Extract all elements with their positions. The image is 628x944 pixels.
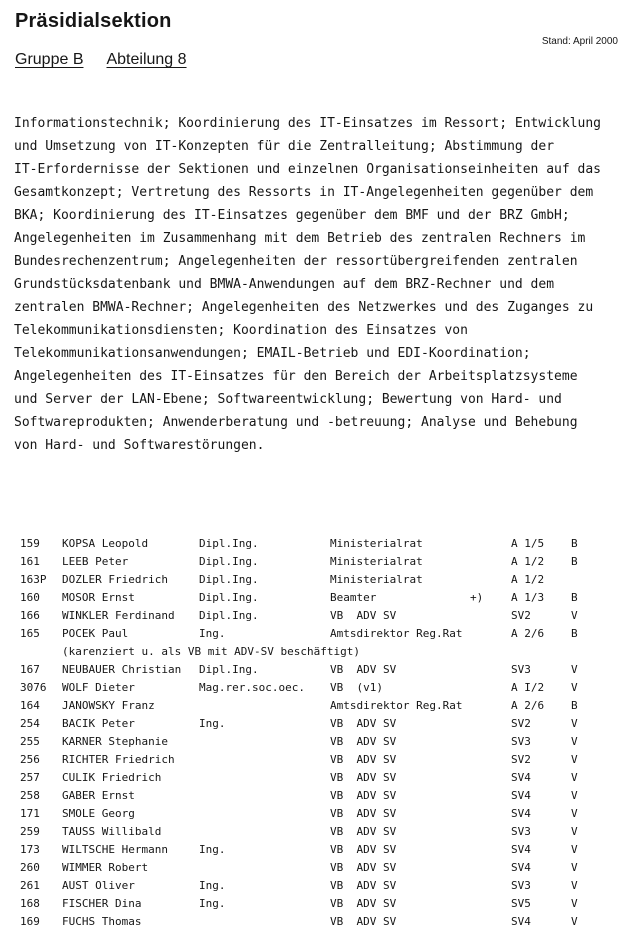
cell-category: B xyxy=(571,699,578,712)
cell-name: FISCHER Dina xyxy=(62,897,142,910)
cell-position: VB (v1) xyxy=(330,681,383,694)
cell-id: 255 xyxy=(20,735,40,748)
cell-position: VB ADV SV xyxy=(330,915,397,928)
cell-grade: SV5 xyxy=(511,897,531,910)
cell-name: POCEK Paul xyxy=(62,627,129,640)
cell-category: B xyxy=(571,537,578,550)
table-row xyxy=(0,787,628,805)
cell-name: NEUBAUER Christian xyxy=(62,663,182,676)
table-row xyxy=(0,877,628,895)
table-row xyxy=(0,715,628,733)
cell-title: Dipl.Ing. xyxy=(199,609,259,622)
paragraph-line: Grundstücksdatenbank und BMWA-Anwendungen auf dem BRZ-Rechner und dem xyxy=(14,277,555,292)
table-row xyxy=(0,697,628,715)
cell-position: VB ADV SV xyxy=(330,825,397,838)
cell-id: 166 xyxy=(20,609,40,622)
table-row xyxy=(0,571,628,589)
cell-note-text: (karenziert u. als VB mit ADV-SV beschäftigt) xyxy=(62,645,361,658)
cell-category: V xyxy=(571,771,578,784)
cell-id: 173 xyxy=(20,843,40,856)
paragraph-line: und Server der LAN-Ebene; Softwareentwicklung; Bewertung von Hard- und xyxy=(14,392,562,407)
cell-id: 171 xyxy=(20,807,40,820)
paragraph-line: Softwareprodukten; Anwenderberatung und -betreuung; Analyse und Behebung xyxy=(14,415,578,430)
cell-name: BACIK Peter xyxy=(62,717,135,730)
table-row xyxy=(0,553,628,571)
cell-category: V xyxy=(571,753,578,766)
cell-grade: SV2 xyxy=(511,717,531,730)
cell-position: VB ADV SV xyxy=(330,771,397,784)
cell-id: 259 xyxy=(20,825,40,838)
table-row xyxy=(0,607,628,625)
cell-grade: A 2/6 xyxy=(511,699,545,712)
cell-position: Amtsdirektor Reg.Rat xyxy=(330,699,463,712)
table-note-row xyxy=(0,643,628,661)
table-row xyxy=(0,769,628,787)
cell-note: +) xyxy=(470,591,484,604)
cell-title: Dipl.Ing. xyxy=(199,573,259,586)
cell-title: Ing. xyxy=(199,843,226,856)
cell-title: Ing. xyxy=(199,897,226,910)
paragraph-line: IT-Erfordernisse der Sektionen und einzelnen Organisationseinheiten auf das xyxy=(14,162,601,177)
paragraph-line: Angelegenheiten des IT-Einsatzes für den Bereich der Arbeitsplatzsysteme xyxy=(14,369,578,384)
cell-id: 261 xyxy=(20,879,40,892)
cell-id: 168 xyxy=(20,897,40,910)
table-row xyxy=(0,913,628,931)
cell-name: MOSOR Ernst xyxy=(62,591,135,604)
cell-grade: SV3 xyxy=(511,825,531,838)
cell-position: VB ADV SV xyxy=(330,609,397,622)
cell-grade: SV3 xyxy=(511,735,531,748)
cell-id: 160 xyxy=(20,591,40,604)
table-row xyxy=(0,733,628,751)
cell-name: WOLF Dieter xyxy=(62,681,135,694)
cell-position: VB ADV SV xyxy=(330,663,397,676)
cell-name: TAUSS Willibald xyxy=(62,825,162,838)
cell-title: Dipl.Ing. xyxy=(199,663,259,676)
cell-grade: A 2/6 xyxy=(511,627,545,640)
cell-category: V xyxy=(571,861,578,874)
cell-position: Amtsdirektor Reg.Rat xyxy=(330,627,463,640)
table-row xyxy=(0,751,628,769)
cell-grade: SV4 xyxy=(511,771,531,784)
cell-category: V xyxy=(571,843,578,856)
cell-title: Dipl.Ing. xyxy=(199,591,259,604)
paragraph-line: Angelegenheiten im Zusammenhang mit dem Betrieb des zentralen Rechners im xyxy=(14,231,586,246)
cell-grade: SV2 xyxy=(511,609,531,622)
cell-name: CULIK Friedrich xyxy=(62,771,162,784)
table-row xyxy=(0,895,628,913)
cell-name: WIMMER Robert xyxy=(62,861,149,874)
cell-id: 254 xyxy=(20,717,40,730)
cell-position: VB ADV SV xyxy=(330,717,397,730)
paragraph-line: Telekommunikationsanwendungen; EMAIL-Betrieb und EDI-Koordination; xyxy=(14,346,531,361)
cell-category: V xyxy=(571,897,578,910)
personnel-table xyxy=(0,535,628,931)
cell-position: Beamter xyxy=(330,591,377,604)
cell-name: LEEB Peter xyxy=(62,555,129,568)
cell-grade: A I/2 xyxy=(511,681,545,694)
cell-name: KARNER Stephanie xyxy=(62,735,168,748)
cell-category: V xyxy=(571,681,578,694)
cell-position: VB ADV SV xyxy=(330,897,397,910)
cell-grade: SV4 xyxy=(511,807,531,820)
paragraph-line: Informationstechnik; Koordinierung des IT-Einsatzes im Ressort; Entwicklung xyxy=(14,116,601,131)
table-row xyxy=(0,589,628,607)
paragraph-line: Gesamtkonzept; Vertretung des Ressorts in IT-Angelegenheiten gegenüber dem xyxy=(14,185,594,200)
cell-category: V xyxy=(571,879,578,892)
date-stamp: Stand: April 2000 xyxy=(541,36,618,47)
cell-id: 161 xyxy=(20,555,40,568)
cell-title: Mag.rer.soc.oec. xyxy=(199,681,305,694)
cell-position: VB ADV SV xyxy=(330,879,397,892)
cell-title: Dipl.Ing. xyxy=(199,555,259,568)
cell-name: GABER Ernst xyxy=(62,789,135,802)
cell-grade: SV4 xyxy=(511,843,531,856)
cell-position: Ministerialrat xyxy=(330,573,423,586)
table-row xyxy=(0,661,628,679)
cell-id: 164 xyxy=(20,699,40,712)
table-row xyxy=(0,823,628,841)
cell-grade: SV4 xyxy=(511,861,531,874)
cell-name: AUST Oliver xyxy=(62,879,135,892)
cell-category: V xyxy=(571,609,578,622)
cell-category: V xyxy=(571,735,578,748)
cell-position: VB ADV SV xyxy=(330,843,397,856)
cell-title: Ing. xyxy=(199,627,226,640)
cell-id: 260 xyxy=(20,861,40,874)
cell-grade: SV3 xyxy=(511,663,531,676)
cell-name: SMOLE Georg xyxy=(62,807,135,820)
table-row xyxy=(0,679,628,697)
cell-id: 167 xyxy=(20,663,40,676)
cell-name: KOPSA Leopold xyxy=(62,537,149,550)
cell-name: DOZLER Friedrich xyxy=(62,573,168,586)
cell-name: WINKLER Ferdinand xyxy=(62,609,175,622)
cell-name: JANOWSKY Franz xyxy=(62,699,155,712)
cell-position: VB ADV SV xyxy=(330,861,397,874)
page-title: Präsidialsektion xyxy=(15,10,172,32)
cell-position: VB ADV SV xyxy=(330,753,397,766)
cell-category: V xyxy=(571,825,578,838)
paragraph-line: und Umsetzung von IT-Konzepten für die Zentralleitung; Abstimmung der xyxy=(14,139,555,154)
cell-id: 163P xyxy=(20,573,47,586)
cell-name: WILTSCHE Hermann xyxy=(62,843,168,856)
paragraph-line: zentralen BMWA-Rechner; Angelegenheiten des Netzwerkes und des Zuganges zu xyxy=(14,300,594,315)
paragraph-line: Bundesrechenzentrum; Angelegenheiten der ressortübergreifenden zentralen xyxy=(14,254,578,269)
cell-title: Ing. xyxy=(199,717,226,730)
cell-grade: A 1/3 xyxy=(511,591,545,604)
paragraph-line: BKA; Koordinierung des IT-Einsatzes gegenüber dem BMF und der BRZ GmbH; xyxy=(14,208,570,223)
cell-position: VB ADV SV xyxy=(330,735,397,748)
abteilung-label: Abteilung 8 xyxy=(106,51,187,68)
cell-category: V xyxy=(571,807,578,820)
gruppe-label: Gruppe B xyxy=(15,51,84,68)
table-row xyxy=(0,805,628,823)
cell-grade: A 1/5 xyxy=(511,537,545,550)
cell-category: V xyxy=(571,717,578,730)
cell-id: 159 xyxy=(20,537,40,550)
cell-id: 257 xyxy=(20,771,40,784)
table-row xyxy=(0,625,628,643)
cell-position: Ministerialrat xyxy=(330,555,423,568)
paragraph-line: Telekommunikationsdiensten; Koordination des Einsatzes von xyxy=(14,323,468,338)
table-row xyxy=(0,859,628,877)
cell-category: B xyxy=(571,627,578,640)
cell-title: Dipl.Ing. xyxy=(199,537,259,550)
cell-position: Ministerialrat xyxy=(330,537,423,550)
group-heading xyxy=(15,51,187,69)
cell-grade: SV3 xyxy=(511,879,531,892)
cell-position: VB ADV SV xyxy=(330,789,397,802)
cell-category: V xyxy=(571,915,578,928)
cell-grade: A 1/2 xyxy=(511,573,545,586)
cell-id: 3076 xyxy=(20,681,47,694)
cell-grade: SV4 xyxy=(511,915,531,928)
cell-category: V xyxy=(571,789,578,802)
cell-category: B xyxy=(571,591,578,604)
table-row xyxy=(0,841,628,859)
cell-name: FUCHS Thomas xyxy=(62,915,142,928)
cell-name: RICHTER Friedrich xyxy=(62,753,175,766)
paragraph-line: von Hard- und Softwarestörungen. xyxy=(14,438,265,453)
cell-id: 256 xyxy=(20,753,40,766)
cell-grade: SV4 xyxy=(511,789,531,802)
cell-title: Ing. xyxy=(199,879,226,892)
cell-category: V xyxy=(571,663,578,676)
cell-id: 165 xyxy=(20,627,40,640)
table-row xyxy=(0,535,628,553)
cell-id: 169 xyxy=(20,915,40,928)
responsibilities-paragraph xyxy=(14,112,620,457)
cell-id: 258 xyxy=(20,789,40,802)
cell-grade: SV2 xyxy=(511,753,531,766)
cell-position: VB ADV SV xyxy=(330,807,397,820)
cell-category: B xyxy=(571,555,578,568)
cell-grade: A 1/2 xyxy=(511,555,545,568)
